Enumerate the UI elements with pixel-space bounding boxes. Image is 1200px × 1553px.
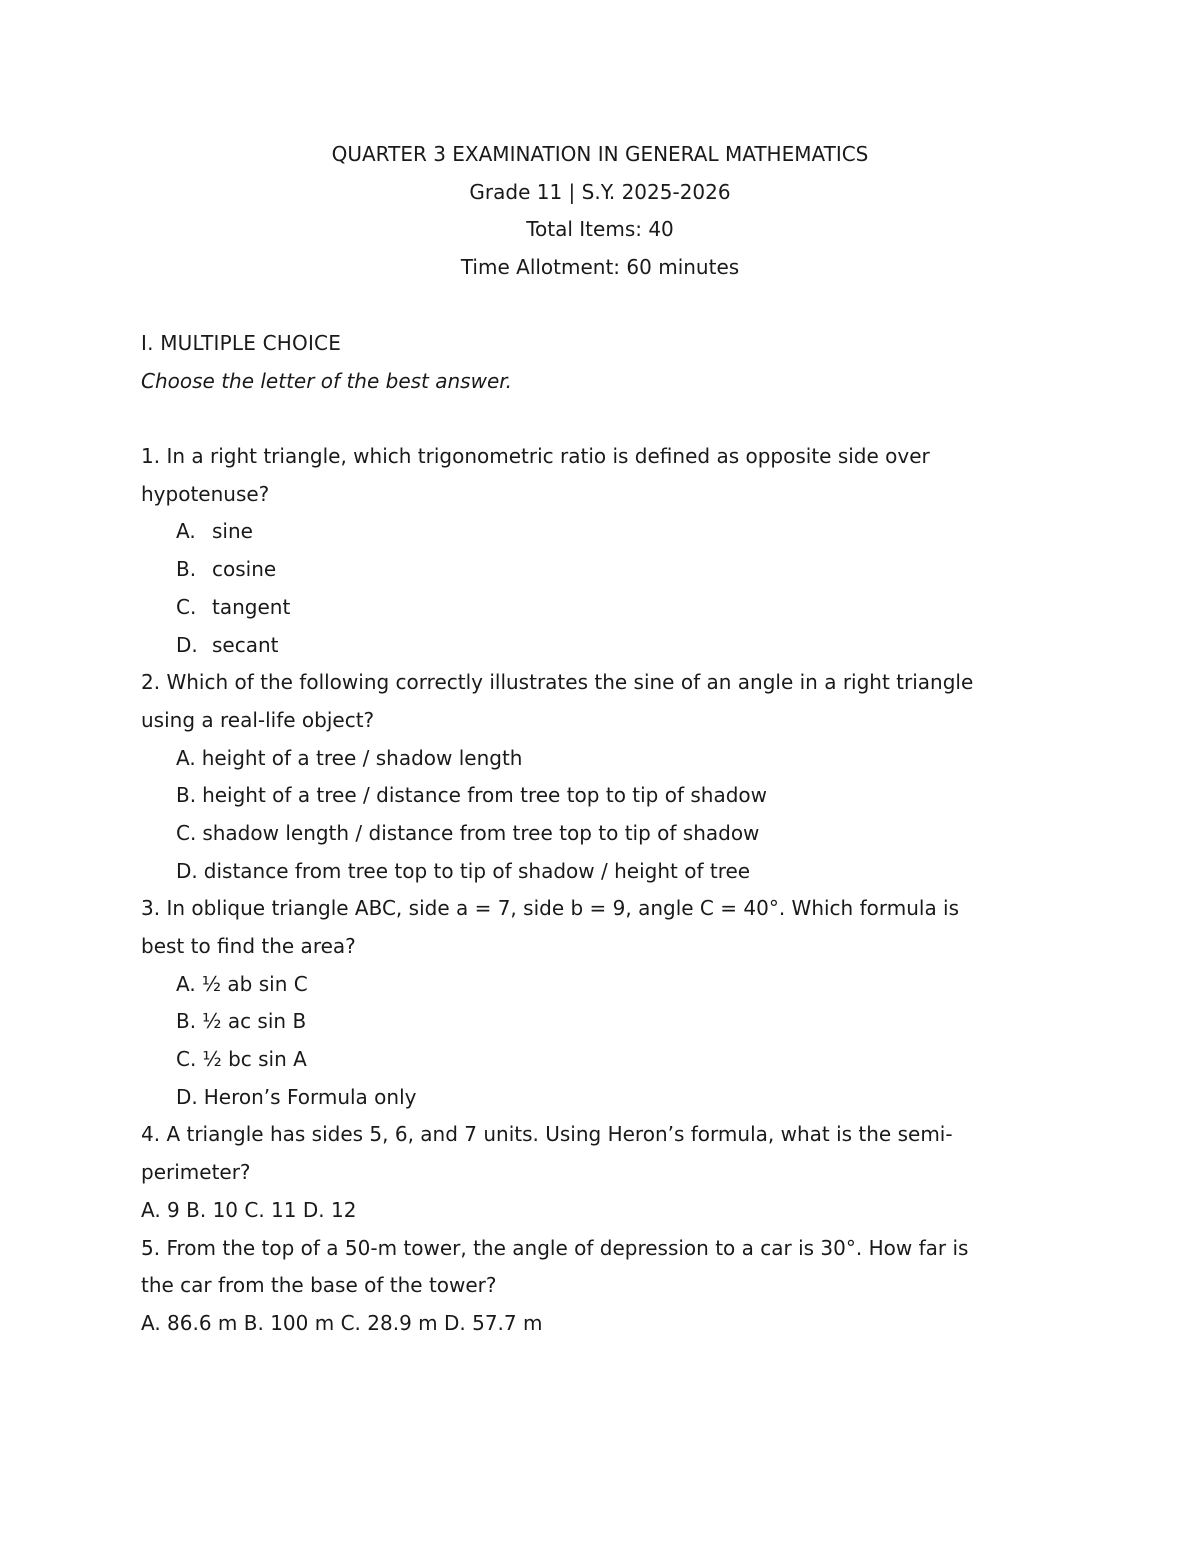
question-text: 3. In oblique triangle ABC, side a = 7, side b = 9, angle C = 40°. Which formula is	[141, 896, 960, 921]
option-letter: D.	[176, 858, 198, 883]
option-text: ½ ac sin B	[202, 1009, 307, 1034]
option-b	[141, 1005, 1061, 1043]
option-c	[141, 817, 1061, 855]
answer-choices: A. 9 B. 10 C. 11 D. 12	[141, 1197, 357, 1222]
question-2	[141, 666, 1061, 892]
option-letter: B.	[176, 783, 197, 808]
question-4	[141, 1118, 1061, 1231]
answer-choices: A. 86.6 m B. 100 m C. 28.9 m D. 57.7 m	[141, 1310, 543, 1335]
option-letter: C.	[176, 594, 197, 619]
option-text: height of a tree / distance from tree top to tip of shadow	[202, 783, 768, 808]
option-text: secant	[212, 632, 279, 657]
total-items: Total Items: 40	[526, 217, 674, 242]
question-text: the car from the base of the tower?	[141, 1273, 497, 1298]
question-text: 1. In a right triangle, which trigonometric ratio is defined as opposite side over	[141, 444, 930, 469]
option-text: ½ ab sin C	[201, 971, 308, 996]
option-text: cosine	[212, 557, 277, 582]
exam-header	[0, 138, 1200, 289]
spacer	[141, 402, 1061, 440]
option-text: height of a tree / shadow length	[201, 745, 523, 770]
section-title: I. MULTIPLE CHOICE	[141, 331, 342, 355]
question-text: 5. From the top of a 50-m tower, the angle of depression to a car is 30°. How far is	[141, 1235, 969, 1260]
option-letter: A.	[176, 745, 196, 770]
option-text: distance from tree top to tip of shadow / height of tree	[203, 858, 751, 883]
option-a	[141, 515, 1061, 553]
question-text: using a real-life object?	[141, 707, 375, 732]
question-1	[141, 440, 1061, 666]
option-text: ½ bc sin A	[202, 1047, 307, 1072]
option-letter: C.	[176, 1047, 197, 1072]
option-c	[141, 591, 1061, 629]
exam-title: QUARTER 3 EXAMINATION IN GENERAL MATHEMATICS	[331, 142, 869, 166]
option-letter: A.	[176, 971, 196, 996]
option-a	[141, 968, 1061, 1006]
option-letter: D.	[176, 1084, 198, 1109]
time-allotment: Time Allotment: 60 minutes	[460, 255, 740, 280]
question-text: hypotenuse?	[141, 481, 270, 506]
option-letter: D.	[176, 632, 198, 657]
grade-school-year: Grade 11 | S.Y. 2025-2026	[469, 179, 731, 204]
option-a	[141, 742, 1061, 780]
option-letter: C.	[176, 820, 197, 845]
option-letter: A.	[176, 519, 196, 544]
section-instructions: Choose the letter of the best answer.	[141, 368, 512, 393]
question-text: best to find the area?	[141, 934, 356, 958]
option-d	[141, 1081, 1061, 1119]
question-5	[141, 1232, 1061, 1345]
option-d	[141, 629, 1061, 667]
option-c	[141, 1043, 1061, 1081]
question-3	[141, 892, 1061, 1118]
option-text: shadow length / distance from tree top to tip of shadow	[202, 820, 760, 845]
option-b	[141, 779, 1061, 817]
option-letter: B.	[176, 557, 197, 582]
option-text: sine	[212, 519, 253, 544]
option-text: tangent	[212, 594, 291, 619]
option-b	[141, 553, 1061, 591]
option-letter: B.	[176, 1009, 197, 1034]
question-text: perimeter?	[141, 1160, 251, 1185]
question-text: 2. Which of the following correctly illustrates the sine of an angle in a right triangle	[141, 670, 974, 695]
option-d	[141, 855, 1061, 893]
question-text: 4. A triangle has sides 5, 6, and 7 units. Using Heron’s formula, what is the semi-	[141, 1122, 953, 1147]
exam-body	[141, 327, 1061, 1345]
option-text: Heron’s Formula only	[203, 1084, 417, 1109]
